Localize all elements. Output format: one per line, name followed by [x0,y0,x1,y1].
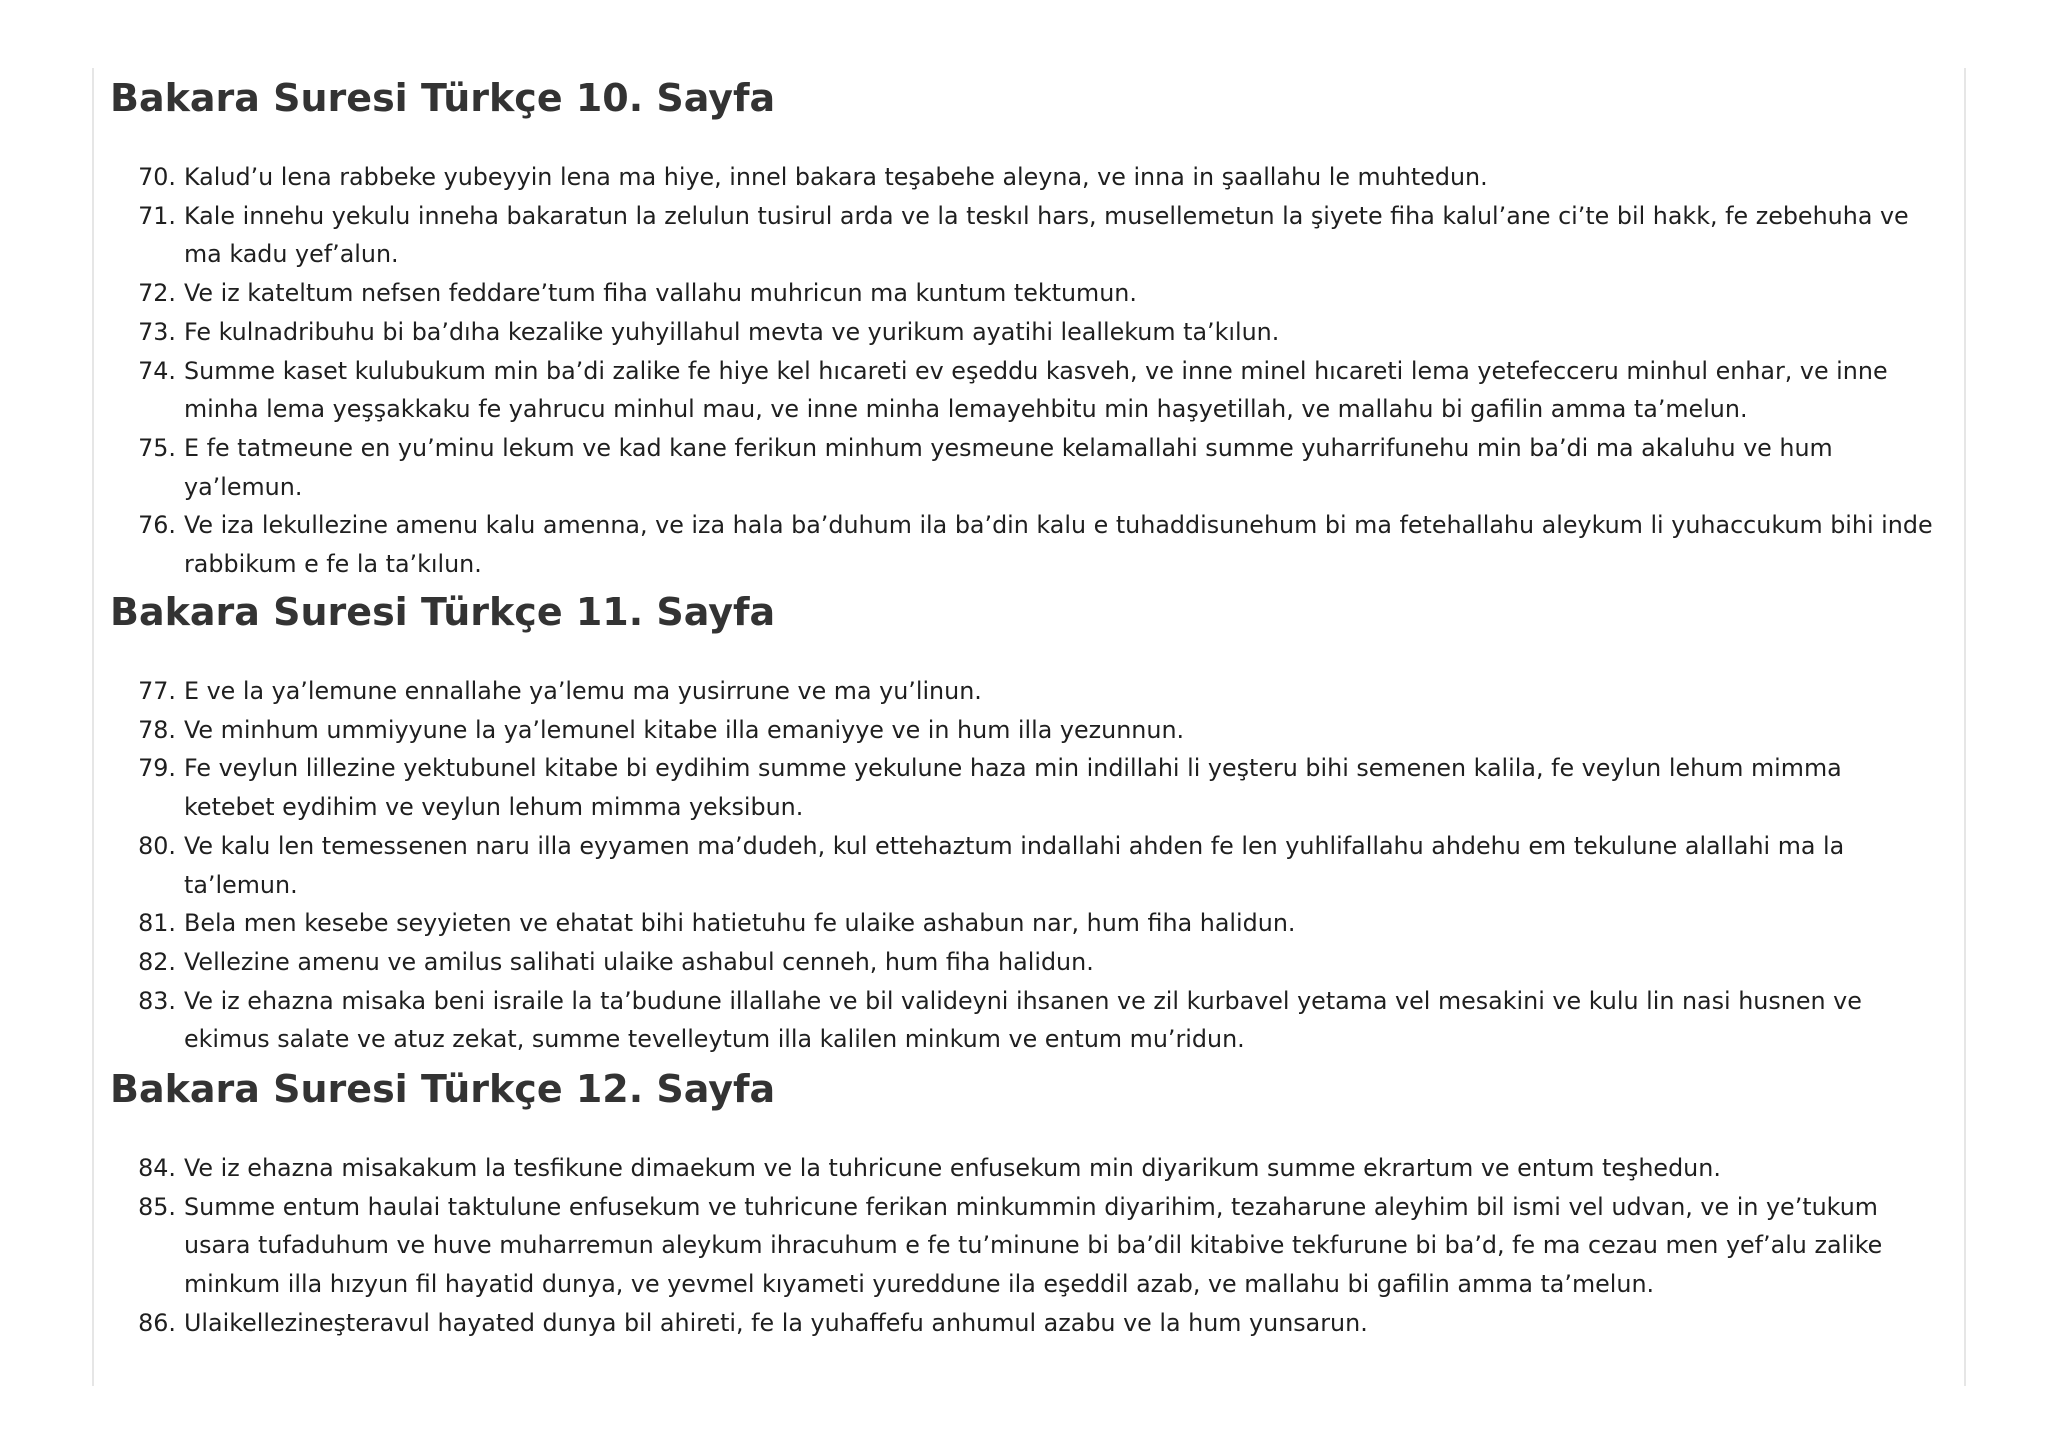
verse-list [94,158,1934,584]
verse-number: 74. [138,356,176,385]
verse-number: 83. [138,986,176,1015]
verse-item [94,313,1934,352]
verse-number: 77. [138,677,176,705]
verse-text: Kalud’u lena rabbeke yubeyyin lena ma hiye, innel bakara teşabehe aleyna, ve inna in şaallahu le muhtedun. [184,163,1488,191]
verse-item [94,1304,1934,1343]
verse-number: 81. [138,909,176,938]
verse-text: Kale innehu yekulu inneha bakaratun la zelulun tusirul arda ve la teskıl hars, musellemetun la şiyete fiha kalul’ane ci’te bil hakk, fe zebehuha ve ma kadu yef’alun. [184,201,1909,269]
verse-text: E ve la ya’lemune ennallahe ya’lemu ma yusirrune ve ma yu’linun. [184,677,982,705]
verse-number: 80. [138,831,176,860]
verse-number: 79. [138,754,176,783]
verse-text: Ve kalu len temessenen naru illa eyyamen ma’dudeh, kul ettehaztum indallahi ahden fe len yuhlifallahu ahdehu em tekulune alallahi ma la ta’lemun. [184,831,1845,899]
verse-item [94,1188,1934,1304]
section-title: Bakara Suresi Türkçe 11. Sayfa [110,590,776,634]
verse-item [94,352,1934,429]
verse-number: 78. [138,715,176,744]
verse-text: Fe kulnadribuhu bi ba’dıha kezalike yuhyillahul mevta ve yurikum ayatihi leallekum ta’kılun. [184,317,1280,346]
verse-number: 75. [138,433,176,462]
verse-text: Summe entum haulai taktulune enfusekum ve tuhricune ferikan minkummin diyarihim, tezaharune aleyhim bil ismi vel udvan, ve in ye’tukum usara tufaduhum ve huve muharremun aleykum ihracuhum e fe tu’minune bi ba’dil kitabive tekfurune bi ba’d, fe ma cezau men yef’alu zalike minkum illa hızyun fil hayatid dunya, ve yevmel kıyameti yureddune ila eşeddil azab, ve mallahu bi gafilin amma ta’melun. [184,1192,1883,1299]
verse-list [94,672,1934,1059]
verse-number: 72. [138,279,176,308]
verse-number: 71. [138,201,176,230]
verse-number: 73. [138,317,176,346]
section-title: Bakara Suresi Türkçe 12. Sayfa [110,1067,776,1111]
verse-text: E fe tatmeune en yu’minu lekum ve kad kane ferikun minhum yesmeune kelamallahi summe yuharrifunehu min ba’di ma akaluhu ve hum ya’lemun. [184,433,1833,501]
verse-number: 70. [138,163,176,191]
verse-item [94,672,1934,711]
verse-item [94,982,1934,1059]
verse-text: Ve minhum ummiyyune la ya’lemunel kitabe illa emaniyye ve in hum illa yezunnun. [184,715,1185,744]
verse-number: 86. [138,1308,176,1337]
verse-text: Ve iza lekullezine amenu kalu amenna, ve iza hala ba’duhum ila ba’din kalu e tuhaddisunehum bi ma fetehallahu aleykum li yuhaccukum bihi inde rabbikum e fe la ta’kılun. [184,511,1933,579]
verse-item [94,904,1934,943]
verse-number: 84. [138,1154,176,1182]
verse-item [94,158,1934,197]
verse-item [94,1149,1934,1188]
verse-number: 76. [138,511,176,540]
section-title: Bakara Suresi Türkçe 10. Sayfa [110,76,776,120]
verse-item [94,429,1934,506]
verse-text: Bela men kesebe seyyieten ve ehatat bihi hatietuhu fe ulaike ashabun nar, hum fiha halidun. [184,909,1296,938]
verse-text: Vellezine amenu ve amilus salihati ulaike ashabul cenneh, hum fiha halidun. [184,947,1094,976]
verse-number: 82. [138,947,176,976]
verse-text: Ve iz ehazna misakakum la tesfikune dimaekum ve la tuhricune enfusekum min diyarikum summe ekrartum ve entum teşhedun. [184,1154,1721,1182]
verse-text: Ve iz ehazna misaka beni israile la ta’budune illallahe ve bil valideyni ihsanen ve zil kurbavel yetama vel mesakini ve kulu lin nasi husnen ve ekimus salate ve atuz zekat, summe tevelleytum illa kalilen minkum ve entum mu’ridun. [184,986,1862,1054]
content-panel [92,68,1966,1386]
verse-text: Ulaikellezineşteravul hayated dunya bil ahireti, fe la yuhaffefu anhumul azabu ve la hum yunsarun. [184,1308,1368,1337]
verse-item [94,197,1934,274]
verse-item [94,506,1934,583]
verse-item [94,711,1934,750]
verse-item [94,274,1934,313]
verse-text: Ve iz kateltum nefsen feddare’tum fiha vallahu muhricun ma kuntum tektumun. [184,279,1137,308]
verse-list [94,1149,1934,1343]
verse-text: Fe veylun lillezine yektubunel kitabe bi eydihim summe yekulune haza min indillahi li yeşteru bihi semenen kalila, fe veylun lehum mimma ketebet eydihim ve veylun lehum mimma yeksibun. [184,754,1842,822]
verse-item [94,749,1934,826]
verse-text: Summe kaset kulubukum min ba’di zalike fe hiye kel hıcareti ev eşeddu kasveh, ve inne minel hıcareti lema yetefecceru minhul enhar, ve inne minha lema yeşşakkaku fe yahrucu minhul mau, ve inne minha lemayehbitu min haşyetillah, ve mallahu bi gafilin amma ta’melun. [184,356,1888,424]
verse-item [94,827,1934,904]
verse-number: 85. [138,1192,176,1221]
verse-item [94,943,1934,982]
